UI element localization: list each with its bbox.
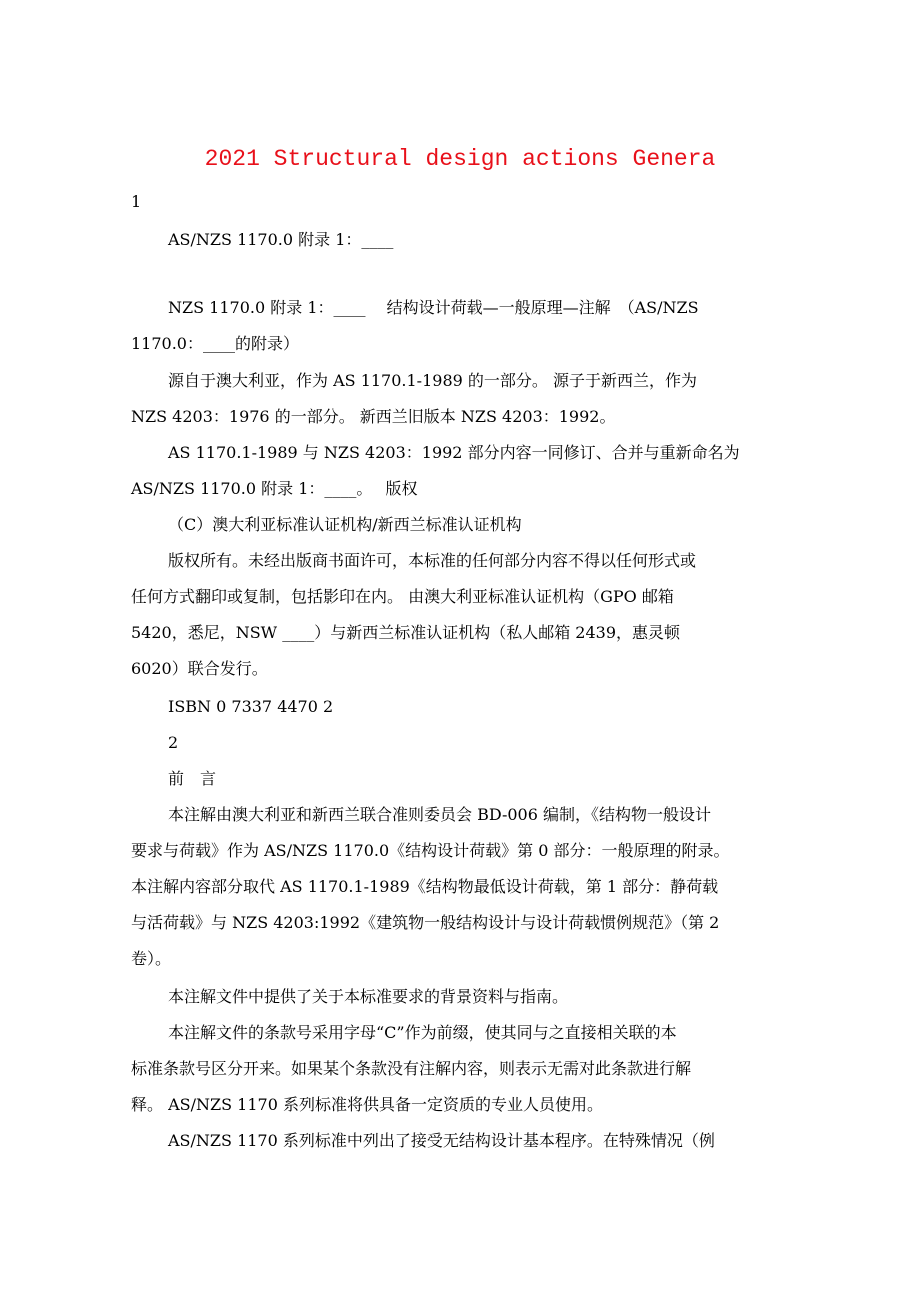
- origin-paragraph: 源自于澳大利亚，作为 AS 1170.1-1989 的一部分。 源子于新西兰，作为: [168, 371, 697, 390]
- revision-paragraph-cont: AS/NZS 1170.0 附录 1：____。 版权: [131, 479, 418, 498]
- origin-paragraph-cont: NZS 4203：1976 的一部分。 新西兰旧版本 NZS 4203：1992。: [131, 407, 616, 426]
- copyright-paragraph-cont-3: 6020）联合发行。: [131, 659, 268, 678]
- clause-numbering-paragraph-cont-1: 标准条款号区分开来。如果某个条款没有注解内容，则表示无需对此条款进行解: [131, 1059, 692, 1078]
- standard-title-line-cont: 1170.0：____的附录）: [131, 334, 299, 353]
- preface-paragraph-cont-4: 卷）。: [131, 949, 172, 968]
- isbn-line: ISBN 0 7337 4470 2: [168, 697, 334, 716]
- standard-title-line: NZS 1170.0 附录 1：____ 结构设计荷载—一般原理—注解 （AS/NZS: [168, 298, 699, 317]
- copyright-paragraph-cont-2: 5420，悉尼，NSW ____）与新西兰标准认证机构（私人邮箱 2439，惠灵顿: [131, 623, 681, 642]
- preface-paragraph: 本注解由澳大利亚和新西兰联合准则委员会 BD-006 编制，《结构物一般设计: [168, 805, 712, 824]
- copyright-paragraph: 版权所有。未经出版商书面许可，本标准的任何部分内容不得以任何形式或: [168, 551, 697, 570]
- procedure-paragraph: AS/NZS 1170 系列标准中列出了接受无结构设计基本程序。在特殊情况（例: [168, 1131, 715, 1150]
- guidance-paragraph: 本注解文件中提供了关于本标准要求的背景资料与指南。: [168, 987, 569, 1006]
- clause-numbering-paragraph-cont-2: 释。 AS/NZS 1170 系列标准将供具备一定资质的专业人员使用。: [131, 1095, 603, 1114]
- preface-paragraph-cont-3: 与活荷载》与 NZS 4203:1992《建筑物一般结构设计与设计荷载惯例规范》（第 2: [131, 913, 720, 932]
- standard-reference-line: AS/NZS 1170.0 附录 1：____: [168, 230, 394, 249]
- preface-heading: 前 言: [168, 769, 217, 788]
- document-title: 2021 Structural design actions Genera: [204, 146, 716, 172]
- copyright-holder-line: （C）澳大利亚标准认证机构/新西兰标准认证机构: [168, 515, 522, 534]
- preface-paragraph-cont-1: 要求与荷载》作为 AS/NZS 1170.0《结构设计荷载》第 0 部分：一般原理的附录。: [131, 841, 730, 860]
- revision-paragraph: AS 1170.1-1989 与 NZS 4203：1992 部分内容一同修订、合并与重新命名为: [168, 443, 740, 462]
- preface-paragraph-cont-2: 本注解内容部分取代 AS 1170.1-1989《结构物最低设计荷载，第 1 部分：静荷载: [131, 877, 719, 896]
- page-number-1: 1: [131, 192, 142, 211]
- page-number-2: 2: [168, 733, 179, 752]
- clause-numbering-paragraph: 本注解文件的条款号采用字母“C”作为前缀，使其同与之直接相关联的本: [168, 1023, 677, 1042]
- copyright-paragraph-cont-1: 任何方式翻印或复制，包括影印在内。 由澳大利亚标准认证机构（GPO 邮箱: [131, 587, 674, 606]
